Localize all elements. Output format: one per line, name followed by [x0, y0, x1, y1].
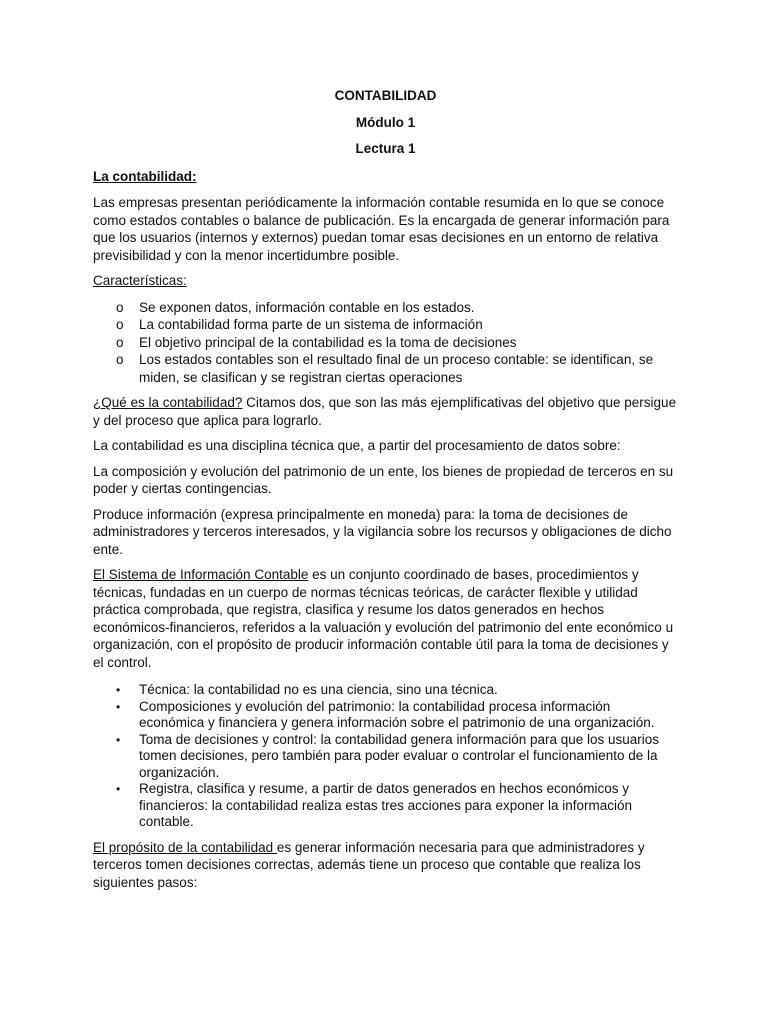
list-item-text: Toma de decisiones y control: la contabilidad genera información para que los usuarios tomen decisiones, pero también para poder evaluar o controlar el funcionamiento de la organización. — [139, 731, 660, 780]
caracteristicas-heading — [93, 272, 678, 290]
list-item — [93, 316, 678, 334]
circle-bullet-icon: o — [116, 317, 124, 332]
list-item-text: Los estados contables son el resultado final de un proceso contable: se identifican, se miden, se clasifican y se registran ciertas operaciones — [139, 352, 654, 385]
list-item-text: Composiciones y evolución del patrimonio: la contabilidad procesa información económica y financiera y genera información sobre el patrimonio de una organización. — [139, 698, 655, 730]
list-item-text: Técnica: la contabilidad no es una ciencia, sino una técnica. — [139, 682, 498, 697]
bullet-icon: • — [116, 683, 121, 697]
list-item-text: El objetivo principal de la contabilidad es la toma de decisiones — [139, 334, 517, 350]
caracteristicas-label: Características: — [93, 273, 187, 288]
sistema-text: es un conjunto coordinado de bases, procedimientos y técnicas, fundadas en un cuerpo de normas técnicas teóricas, de carácter flexible y utilidad práctica comprobada, que registra, clasifica y resume los datos generados en hechos económicos-financieros, referidos a la valuación y evolución del patrimonio del ente económico u organización, con el propósito de producir información contable útil para la toma de decisiones y el control. — [93, 567, 674, 670]
intro-paragraph: Las empresas presentan periódicamente la información contable resumida en lo que se conoce como estados contables o balance de publicación. Es la encargada de generar información para que los usuarios (internos y externos) puedan tomar esas decisiones en un entorno de relativa previsibilidad y con la menor incertidumbre posible. — [93, 195, 670, 263]
circle-bullet-icon: o — [116, 299, 124, 315]
caracteristicas-list — [93, 299, 678, 387]
document-title: CONTABILIDAD — [334, 88, 437, 103]
composicion-paragraph: La composición y evolución del patrimonio de un ente, los bienes de propiedad de terceros en su poder y ciertas contingencias. — [93, 463, 674, 496]
bullet-icon: • — [116, 782, 121, 796]
proposito-label: El propósito de la contabilidad — [93, 839, 277, 855]
que-es-text: Citamos dos, que son las más ejemplificativas del objetivo que persigue y del proceso que aplica para lograrlo. — [93, 395, 677, 428]
list-item — [93, 334, 678, 352]
list-item — [93, 682, 678, 699]
sistema-paragraph — [93, 566, 678, 671]
que-es-label: ¿Qué es la contabilidad? — [93, 395, 243, 410]
list-item-text: Registra, clasifica y resume, a partir de datos generados en hechos económicos y financieros: la contabilidad realiza estas tres acciones para exponer la información contable. — [139, 781, 633, 829]
list-item-text: Se exponen datos, información contable en los estados. — [139, 299, 475, 315]
list-item — [93, 781, 678, 831]
produce-paragraph: Produce información (expresa principalmente en moneda) para: la toma de decisiones de administradores y terceros interesados, y la vigilancia sobre los recursos y obligaciones de dicho ente. — [93, 506, 672, 557]
disciplina-paragraph: La contabilidad es una disciplina técnica que, a partir del procesamiento de datos sobre: — [93, 438, 621, 453]
sistema-label: El Sistema de Información Contable — [93, 567, 309, 582]
proposito-text: es generar información necesaria para que administradores y terceros tomen decisiones correctas, además tiene un proceso que contable que realiza los siguientes pasos: — [93, 839, 645, 890]
list-item — [93, 299, 678, 317]
list-item — [93, 732, 678, 782]
list-item-text: La contabilidad forma parte de un sistema de información — [139, 317, 483, 332]
lecture-title: Lectura 1 — [355, 141, 416, 156]
list-item — [93, 351, 678, 386]
bullet-icon: • — [116, 732, 121, 747]
list-item — [93, 699, 678, 732]
bullet-icon: • — [116, 699, 121, 714]
que-es-paragraph — [93, 394, 678, 429]
circle-bullet-icon: o — [116, 334, 124, 350]
sistema-bullet-list — [93, 682, 678, 831]
circle-bullet-icon: o — [116, 352, 124, 367]
section-heading: La contabilidad: — [93, 168, 197, 184]
proposito-paragraph — [93, 839, 678, 892]
module-title: Módulo 1 — [355, 114, 416, 130]
